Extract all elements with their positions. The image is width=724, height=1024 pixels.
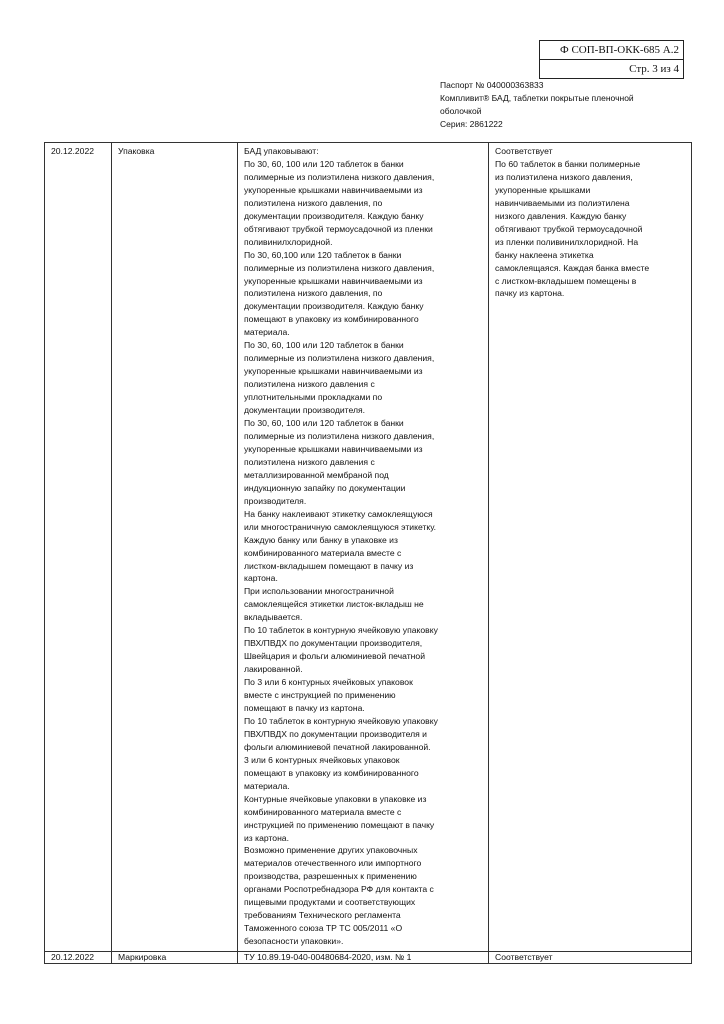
text-line: По 30, 60, 100 или 120 таблеток в банки <box>244 158 404 169</box>
text-line: укупоренные крышками <box>495 184 591 195</box>
text-line: помещают в упаковку из комбинированного <box>244 767 419 778</box>
text-line: По 60 таблеток в банки полимерные <box>495 158 641 169</box>
result-cell <box>489 952 692 964</box>
text-line: Соответствует <box>495 952 553 962</box>
text-line: укупоренные крышками навинчиваемыми из <box>244 366 423 377</box>
text-line: обтягивают трубкой термоусадочной <box>495 223 643 234</box>
text-line: документации производителя. Каждую банку <box>244 210 424 221</box>
results-table <box>44 142 692 964</box>
text-line: производителя. <box>244 495 307 506</box>
text-line: Возможно применение других упаковочных <box>244 845 418 856</box>
form-code-box <box>539 40 684 79</box>
text-line: документации производителя. <box>244 405 366 416</box>
text-line: По 10 таблеток в контурную ячейковую упаковку <box>244 715 438 726</box>
text-line: самоклеящаяся. Каждая банка вместе <box>495 262 650 273</box>
text-line: По 10 таблеток в контурную ячейковую упаковку <box>244 625 438 636</box>
text-line: вкладывается. <box>244 612 303 623</box>
passport-header <box>440 79 640 131</box>
text-line: навинчиваемыми из полиэтилена <box>495 197 630 208</box>
text-line: полимерные из полиэтилена низкого давления, <box>244 262 435 273</box>
text-line: укупоренные крышками навинчиваемыми из <box>244 184 423 195</box>
requirement-cell <box>238 143 489 952</box>
text-line: пачку из картона. <box>495 288 565 299</box>
text-line: полимерные из полиэтилена низкого давления, <box>244 353 435 364</box>
text-line: Каждую банку или банку в упаковке из <box>244 534 398 545</box>
text-line: ПВХ/ПВДХ по документации производителя, <box>244 638 423 649</box>
text-line: На банку наклеивают этикетку самоклеящуюся <box>244 508 433 519</box>
text-line: Таможенного союза ТР ТС 005/2011 «О <box>244 923 403 934</box>
text-line: укупоренные крышками навинчиваемыми из <box>244 275 423 286</box>
text-line: Контурные ячейковые упаковки в упаковке из <box>244 793 427 804</box>
text-line: или многостраничную самоклеящуюся этикетку. <box>244 521 437 532</box>
text-line: из пленки поливинилхлоридной. На <box>495 236 639 247</box>
text-line: органами Роспотребнадзора РФ для контакта с <box>244 884 434 895</box>
text-line: Соответствует <box>495 146 553 156</box>
product-name-line-1: Компливит® БАД, таблетки покрытые пленочной <box>440 93 634 103</box>
text-line: уплотнительными прокладками по <box>244 392 383 403</box>
text-line: полимерные из полиэтилена низкого давления, <box>244 430 435 441</box>
form-code: Ф СОП-ВП-ОКК-685 А.2 <box>560 44 679 56</box>
text-line: комбинированного материала вместе с <box>244 806 402 817</box>
text-line: обтягивают трубкой термоусадочной из пленки <box>244 223 433 234</box>
text-line: материалов отечественного или импортного <box>244 858 422 869</box>
series-number: Серия: 2861222 <box>440 119 503 129</box>
text-line: безопасности упаковки». <box>244 936 344 947</box>
text-line: комбинированного материала вместе с <box>244 547 402 558</box>
text-line: По 30, 60,100 или 120 таблеток в банки <box>244 249 402 260</box>
page-number: Стр. 3 из 4 <box>540 59 683 78</box>
passport-number: Паспорт № 040000363833 <box>440 80 544 90</box>
text-line: банку наклеена этикетка <box>495 249 594 260</box>
text-line: полиэтилена низкого давления, по <box>244 197 383 208</box>
requirement-cell <box>238 952 489 964</box>
text-line: материала. <box>244 780 290 791</box>
text-line: 3 или 6 контурных ячейковых упаковок <box>244 754 400 765</box>
text-line: По 3 или 6 контурных ячейковых упаковок <box>244 677 413 688</box>
text-line: Швейцария и фольги алюминиевой печатной <box>244 651 426 662</box>
product-name-line-2: оболочкой <box>440 106 482 116</box>
text-line: вместе с инструкцией по применению <box>244 690 396 701</box>
text-line: БАД упаковывают: <box>244 146 319 156</box>
date-cell: 20.12.2022 <box>45 952 112 964</box>
text-line: По 30, 60, 100 или 120 таблеток в банки <box>244 340 404 351</box>
text-line: По 30, 60, 100 или 120 таблеток в банки <box>244 418 404 429</box>
text-line: полиэтилена низкого давления с <box>244 456 375 467</box>
text-line: металлизированной мембраной под <box>244 469 389 480</box>
text-line: укупоренные крышками навинчиваемыми из <box>244 443 423 454</box>
parameter-cell: Упаковка <box>112 143 238 952</box>
text-line: из полиэтилена низкого давления, <box>495 171 633 182</box>
text-line: помещают в упаковку из комбинированного <box>244 314 419 325</box>
date-cell: 20.12.2022 <box>45 143 112 952</box>
text-line: материала. <box>244 327 290 338</box>
text-line: инструкцией по применению помещают в пачку <box>244 819 435 830</box>
text-line: из картона. <box>244 832 289 843</box>
text-line: полиэтилена низкого давления, по <box>244 288 383 299</box>
text-line: низкого давления. Каждую банку <box>495 210 627 221</box>
parameter-cell: Маркировка <box>112 952 238 964</box>
text-line: полиэтилена низкого давления с <box>244 379 375 390</box>
text-line: ПВХ/ПВДХ по документации производителя и <box>244 728 427 739</box>
table-row-packaging <box>45 143 692 952</box>
text-line: листком-вкладышем помещают в пачку из <box>244 560 414 571</box>
table-row-marking <box>45 952 692 964</box>
text-line: индукционную запайку по документации <box>244 482 406 493</box>
text-line: производства, разрешенных к применению <box>244 871 417 882</box>
text-line: полимерные из полиэтилена низкого давления, <box>244 171 435 182</box>
text-line: поливинилхлоридной. <box>244 236 333 247</box>
text-line: требованиям Технического регламента <box>244 910 401 921</box>
text-line: При использовании многостраничной <box>244 586 394 597</box>
text-line: картона. <box>244 573 278 584</box>
text-line: лакированной. <box>244 664 303 675</box>
text-line: с листком-вкладышем помещены в <box>495 275 637 286</box>
text-line: помещают в пачку из картона. <box>244 702 365 713</box>
text-line: пищевыми продуктами и соответствующих <box>244 897 416 908</box>
result-cell <box>489 143 692 952</box>
text-line: документации производителя. Каждую банку <box>244 301 424 312</box>
text-line: ТУ 10.89.19-040-00480684-2020, изм. № 1 <box>244 952 412 962</box>
text-line: фольги алюминиевой печатной лакированной. <box>244 741 431 752</box>
text-line: самоклеящейся этикетки листок-вкладыш не <box>244 599 424 610</box>
